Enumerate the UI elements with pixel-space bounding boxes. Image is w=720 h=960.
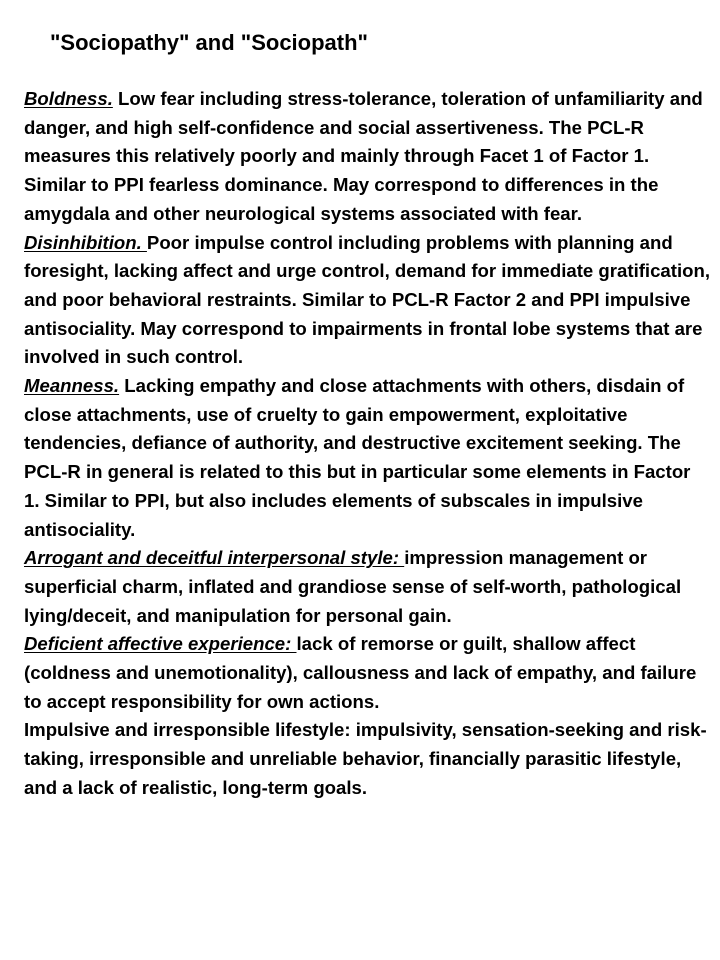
paragraph-disinhibition [24, 229, 710, 373]
paragraph-interpersonal-style [24, 544, 710, 630]
term-affective-experience: Deficient affective experience: [24, 633, 297, 655]
page-title: "Sociopathy" and "Sociopath" [50, 30, 368, 55]
term-interpersonal-style: Arrogant and deceitful interpersonal style: [24, 547, 405, 569]
paragraph-lifestyle [24, 716, 710, 802]
definition-disinhibition: Poor impulse control including problems with planning and foresight, lacking affect and urge control, demand for immediate gratification, and poor behavioral restraints. Similar to PCL-R Factor 2 and PPI impulsive antisociality. May correspond to impairments in frontal lobe systems that are involved in such control. [24, 231, 711, 368]
body-text [24, 85, 710, 803]
term-boldness: Boldness. [24, 88, 113, 109]
term-disinhibition: Disinhibition. [24, 231, 147, 253]
definition-interpersonal-style: impression management or superficial charm, inflated and grandiose sense of self-worth, pathological lying/deceit, and manipulation for personal gain. [24, 547, 682, 626]
paragraph-affective-experience [24, 630, 710, 716]
term-meanness: Meanness. [24, 375, 120, 397]
definition-boldness: Low fear including stress-tolerance, toleration of unfamiliarity and danger, and high self-confidence and social assertiveness. The PCL-R measures this relatively poorly and mainly through Facet 1 of Factor 1. Similar to PPI fearless dominance. May correspond to differences in the amygdala and other neurological systems associated with fear. [24, 88, 703, 224]
paragraph-boldness [24, 85, 710, 229]
definition-meanness: Lacking empathy and close attachments with others, disdain of close attachments, use of cruelty to gain empowerment, exploitative tendencies, defiance of authority, and destructive excitement seeking. The PCL-R in general is related to this but in particular some elements in Factor 1. Similar to PPI, but also includes elements of subscales in impulsive antisociality. [24, 375, 691, 540]
definition-lifestyle: Impulsive and irresponsible lifestyle: impulsivity, sensation-seeking and risk-taking, irresponsible and unreliable behavior, financially parasitic lifestyle, and a lack of realistic, long-term goals. [24, 719, 707, 798]
paragraph-meanness [24, 372, 710, 544]
definition-affective-experience: lack of remorse or guilt, shallow affect (coldness and unemotionality), callousness and lack of empathy, and failure to accept responsibility for own actions. [24, 633, 697, 712]
